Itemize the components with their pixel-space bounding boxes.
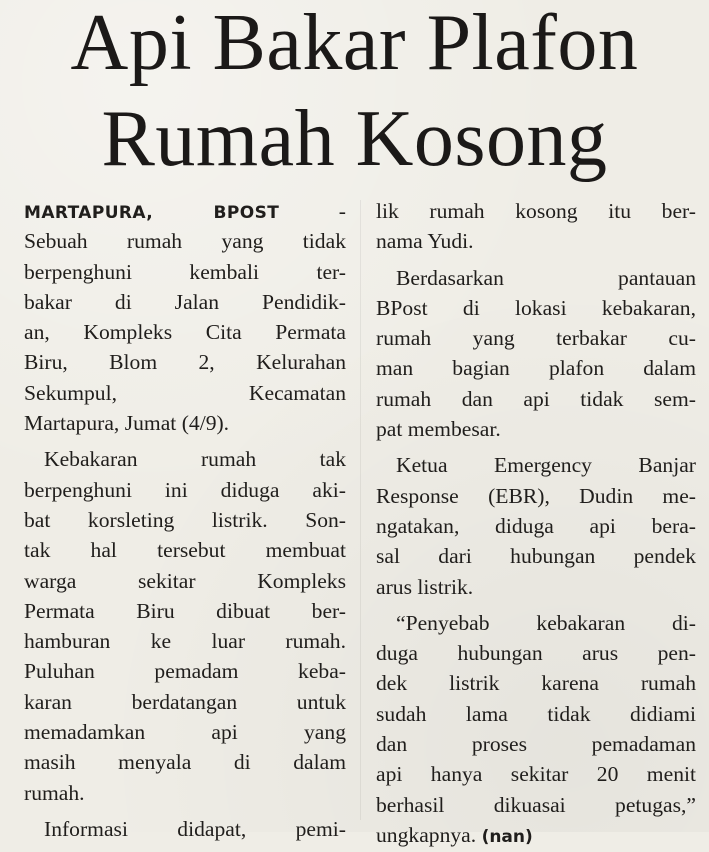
author-signature: (nan) — [481, 826, 533, 847]
text-line: berpenghuni kembali ter- — [24, 259, 346, 284]
text-line: sal dari hubungan pendek — [376, 544, 696, 569]
text-line: dek listrik karena rumah — [376, 671, 696, 696]
headline-line-1: Api Bakar Plafon — [70, 0, 639, 87]
text-line: arus listrik. — [376, 574, 474, 599]
text-line: karan berdatangan untuk — [24, 689, 346, 714]
text-line: “Penyebab kebakaran di- — [396, 610, 696, 635]
text-line: BPost di lokasi kebakaran, — [376, 295, 696, 320]
dateline: MARTAPURA, BPOST — [24, 203, 280, 223]
text-line: Sebuah rumah yang tidak — [24, 229, 346, 254]
text-line: warga sekitar Kompleks — [24, 568, 346, 593]
text-line: api hanya sekitar 20 menit — [376, 762, 696, 787]
text-line: Puluhan pemadam keba- — [24, 659, 346, 684]
text-line: lik rumah kosong itu ber- — [376, 199, 696, 223]
text-line: an, Kompleks Cita Permata — [24, 320, 346, 345]
closing-line — [376, 820, 696, 850]
text-line: Martapura, Jumat (4/9). — [24, 411, 230, 436]
text-line: Response (EBR), Dudin me- — [376, 483, 696, 508]
text-line: rumah yang terbakar cu- — [376, 326, 696, 351]
text-line: rumah. — [24, 780, 85, 805]
text-line: Biru, Blom 2, Kelurahan — [24, 350, 346, 375]
text-line: ngatakan, diduga api bera- — [376, 513, 696, 538]
text-line: sudah lama tidak didiami — [376, 701, 696, 726]
text-line: rumah dan api tidak sem- — [376, 386, 696, 411]
text-line: nama Yudi. — [376, 229, 474, 254]
text-line: Informasi didapat, pemi- — [44, 816, 346, 841]
text-line: Kebakaran rumah tak — [44, 447, 346, 472]
text-line: berhasil dikuasai petugas,” — [376, 792, 696, 817]
text-line: man bagian plafon dalam — [376, 356, 696, 381]
text-line: bakar di Jalan Pendidik- — [24, 289, 346, 314]
text-line: hamburan ke luar rumah. — [24, 629, 346, 654]
text-line: pat membesar. — [376, 417, 501, 442]
text-line: Permata Biru dibuat ber- — [24, 598, 346, 623]
dateline-line — [24, 196, 346, 226]
text-line: masih menyala di dalam — [24, 750, 346, 775]
column-gutter — [360, 200, 361, 820]
text-line: ungkapnya. — [376, 822, 477, 847]
text-line: Sekumpul, Kecamatan — [24, 380, 346, 405]
text-line: duga hubungan arus pen- — [376, 641, 696, 666]
text-line: berpenghuni ini diduga aki- — [24, 477, 346, 502]
text-line: bat korsleting listrik. Son- — [24, 507, 346, 532]
text-line: tak hal tersebut membuat — [24, 538, 346, 563]
article-column-right — [376, 196, 696, 850]
text-line: Berdasarkan pantauan — [396, 265, 696, 290]
text-line: memadamkan api yang — [24, 720, 346, 745]
headline-line-2: Rumah Kosong — [101, 95, 608, 183]
text-line: Ketua Emergency Banjar — [396, 453, 696, 478]
text-line: dan proses pemadaman — [376, 732, 696, 757]
dateline-dash: - — [279, 199, 346, 223]
article-column-left — [24, 196, 346, 844]
